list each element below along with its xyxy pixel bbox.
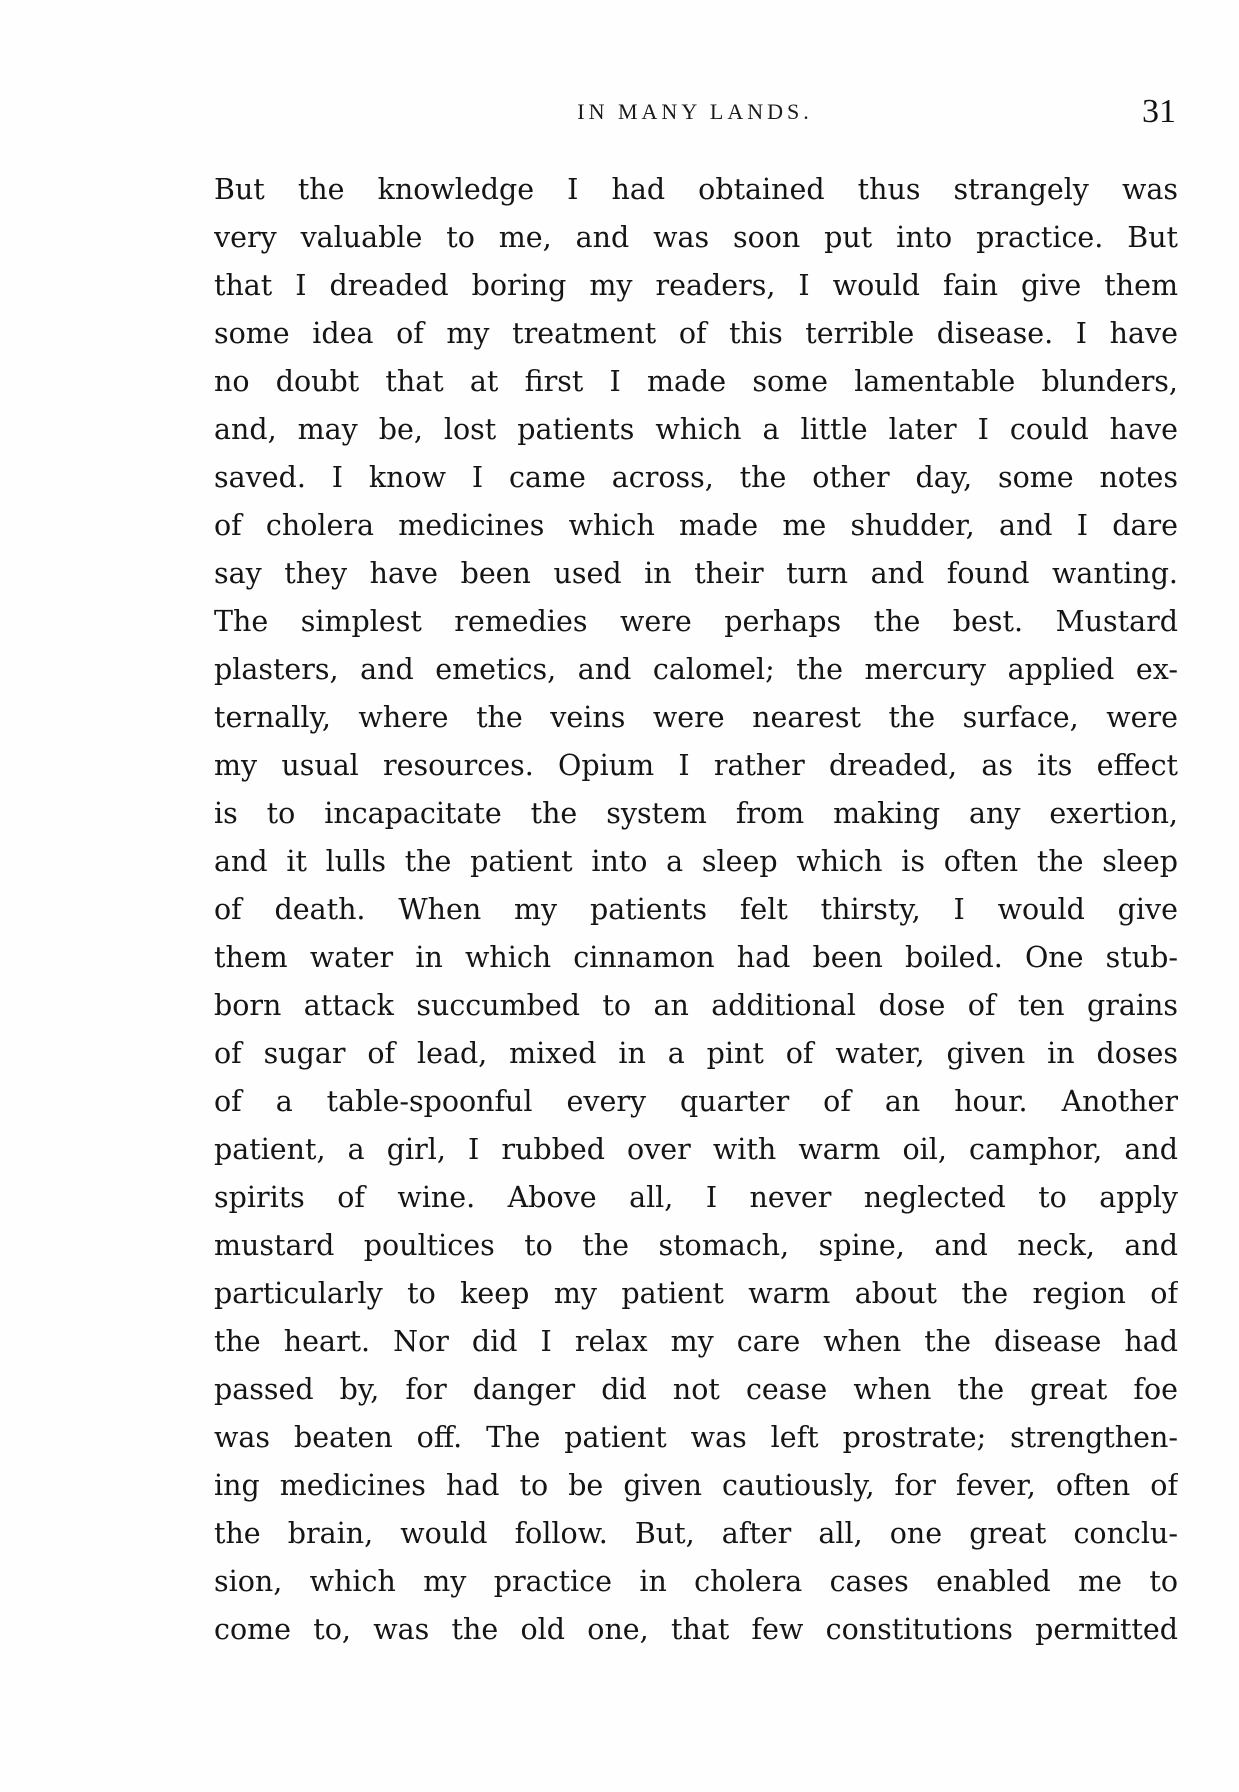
text-line: patient, a girl, I rubbed over with warm oil, camphor, and	[214, 1133, 1178, 1166]
text-line: of cholera medicines which made me shudder, and I dare	[214, 509, 1178, 542]
text-line: born attack succumbed to an additional dose of ten grains	[214, 989, 1178, 1022]
body-text	[214, 166, 1178, 1654]
text-line: particularly to keep my patient warm about the region of	[214, 1277, 1178, 1310]
text-line: was beaten off. The patient was left prostrate; strengthen-	[214, 1421, 1178, 1454]
text-line: them water in which cinnamon had been boiled. One stub-	[214, 941, 1178, 974]
page-number: 31	[1142, 93, 1176, 130]
text-line: of death. When my patients felt thirsty, I would give	[214, 893, 1178, 926]
running-title: IN MANY LANDS.	[577, 99, 813, 124]
text-line: saved. I know I came across, the other day, some notes	[214, 461, 1178, 494]
text-line: But the knowledge I had obtained thus strangely was	[214, 173, 1178, 206]
text-line: very valuable to me, and was soon put into practice. But	[214, 221, 1178, 254]
text-line: ing medicines had to be given cautiously, for fever, often of	[214, 1469, 1178, 1502]
text-line: of sugar of lead, mixed in a pint of water, given in doses	[214, 1037, 1178, 1070]
text-line: sion, which my practice in cholera cases enabled me to	[214, 1565, 1178, 1598]
text-line: my usual resources. Opium I rather dreaded, as its effect	[214, 749, 1178, 782]
text-line: some idea of my treatment of this terrible disease. I have	[214, 317, 1178, 350]
text-line: ternally, where the veins were nearest the surface, were	[214, 701, 1178, 734]
running-head	[214, 90, 1176, 134]
text-line: come to, was the old one, that few constitutions permitted	[214, 1613, 1178, 1646]
text-line: say they have been used in their turn and found wanting.	[214, 557, 1178, 590]
text-line: The simplest remedies were perhaps the best. Mustard	[214, 605, 1178, 638]
text-line: is to incapacitate the system from making any exertion,	[214, 797, 1178, 830]
text-line: and, may be, lost patients which a little later I could have	[214, 413, 1178, 446]
text-line: no doubt that at first I made some lamentable blunders,	[214, 365, 1178, 398]
text-line: mustard poultices to the stomach, spine, and neck, and	[214, 1229, 1178, 1262]
text-line: the brain, would follow. But, after all, one great conclu-	[214, 1517, 1178, 1550]
text-line: spirits of wine. Above all, I never neglected to apply	[214, 1181, 1178, 1214]
text-line: plasters, and emetics, and calomel; the mercury applied ex-	[214, 653, 1178, 686]
text-line: that I dreaded boring my readers, I would fain give them	[214, 269, 1178, 302]
text-line: passed by, for danger did not cease when the great foe	[214, 1373, 1178, 1406]
text-line: and it lulls the patient into a sleep which is often the sleep	[214, 845, 1178, 878]
text-line: of a table-spoonful every quarter of an hour. Another	[214, 1085, 1178, 1118]
text-line: the heart. Nor did I relax my care when the disease had	[214, 1325, 1178, 1358]
